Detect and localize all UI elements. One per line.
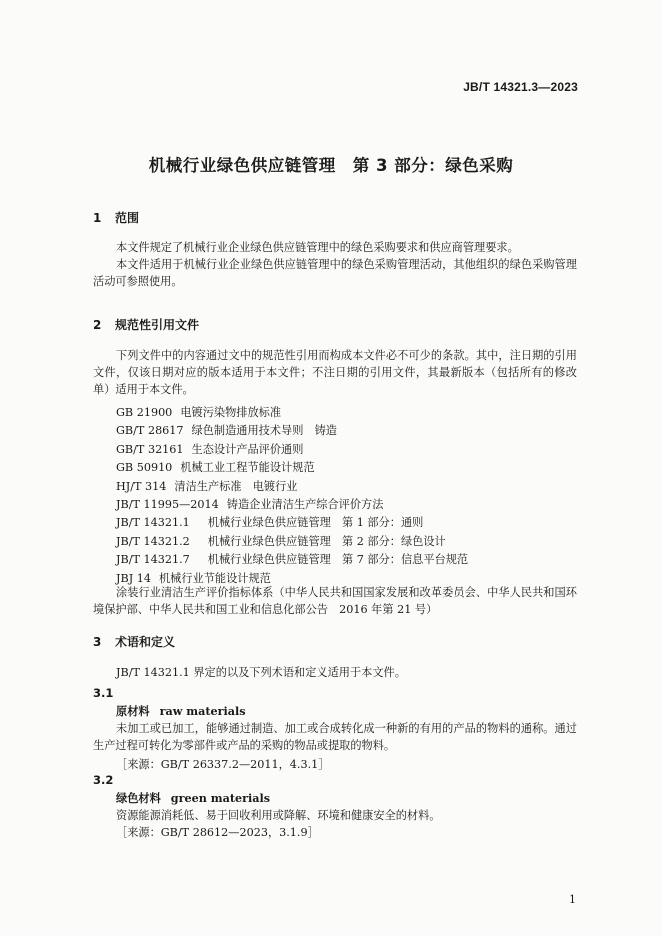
term-definition: 未加工或已加工，能够通过制造、加工或合成转化成一种新的有用的产品的物料的通称。通过生产过程可转化为零部件或产品的采购的物品或提取的物料。	[93, 722, 577, 752]
document-title: 机械行业绿色供应链管理 第 3 部分：绿色采购	[148, 156, 514, 175]
reference-code: JBJ 14	[116, 571, 151, 585]
terms-intro: JB/T 14321.1 界定的以及下列术语和定义适用于本文件。	[116, 666, 406, 679]
reference-title: 机械行业绿色供应链管理 第 1 部分：通则	[207, 516, 424, 530]
term-source: ［来源：GB/T 28612—2023，3.1.9］	[116, 826, 319, 839]
term-definition: 资源能源消耗低、易于回收利用或降解、环境和健康安全的材料。	[116, 809, 441, 822]
reference-title: 机械行业节能设计规范	[158, 571, 271, 585]
term-number: 3.2	[93, 773, 114, 787]
reference-code: JB/T 14321.1	[116, 516, 190, 530]
scope-paragraph-1: 本文件规定了机械行业企业绿色供应链管理中的绿色采购要求和供应商管理要求。	[116, 241, 519, 254]
page-number: 1	[569, 893, 576, 906]
reference-code: GB/T 32161	[116, 442, 184, 456]
reference-title: 电镀污染物排放标准	[180, 406, 282, 419]
list-item	[116, 496, 468, 514]
standard-number: JB/T 14321.3—2023	[463, 80, 578, 94]
term-english: raw materials	[159, 704, 246, 718]
reference-code: JB/T 14321.7	[116, 553, 190, 567]
list-item	[116, 551, 468, 569]
term-source: ［来源：GB/T 26337.2—2011，4.3.1］	[116, 758, 330, 771]
section-title: 规范性引用文件	[115, 318, 200, 332]
section-number: 2	[93, 318, 102, 332]
reference-code: HJ/T 314	[116, 479, 167, 493]
reference-title: 铸造企业清洁生产综合评价方法	[226, 498, 384, 512]
term-number: 3.1	[93, 686, 114, 700]
reference-code: JB/T 14321.2	[116, 534, 190, 548]
reference-code: GB 50910	[116, 461, 173, 475]
list-item	[116, 459, 468, 477]
reference-title: 机械工业工程节能设计规范	[180, 461, 315, 475]
section-title: 术语和定义	[115, 635, 176, 649]
reference-code: GB 21900	[116, 406, 173, 419]
section-number: 1	[93, 211, 102, 225]
list-item	[116, 533, 468, 551]
reference-code: JB/T 11995—2014	[116, 498, 219, 512]
section-3-heading	[93, 633, 175, 650]
term-english: green materials	[170, 791, 271, 805]
reference-list	[116, 404, 468, 588]
list-item	[116, 514, 468, 532]
cleaner-production-reference: 涂装行业清洁生产评价指标体系（中华人民共和国国家发展和改革委员会、中华人民共和国环境保护部、中华人民共和国工业和信息化部公告 2016 年第 21 号）	[93, 586, 577, 616]
reference-title: 绿色制造通用技术导则 铸造	[191, 424, 337, 438]
section-title: 范围	[115, 211, 140, 225]
reference-code: GB/T 28617	[116, 424, 184, 438]
term-chinese: 原材料	[116, 705, 150, 718]
section-number: 3	[93, 635, 102, 649]
reference-title: 清洁生产标准 电镀行业	[174, 479, 298, 493]
term-title	[116, 790, 270, 806]
section-1-heading	[93, 209, 139, 226]
normative-references-intro: 下列文件中的内容通过文中的规范性引用而构成本文件必不可少的条款。其中，注日期的引用文件，仅该日期对应的版本适用于本文件；不注日期的引用文件，其最新版本（包括所有的修改单）适用于本文件。	[93, 349, 577, 396]
reference-title: 机械行业绿色供应链管理 第 7 部分：信息平台规范	[207, 553, 469, 567]
list-item	[116, 441, 468, 459]
reference-title: 生态设计产品评价通则	[191, 442, 304, 456]
list-item	[116, 478, 468, 496]
list-item	[116, 404, 468, 422]
reference-title: 机械行业绿色供应链管理 第 2 部分：绿色设计	[207, 534, 446, 548]
section-2-heading	[93, 316, 199, 333]
term-title	[116, 703, 246, 719]
list-item	[116, 422, 468, 440]
scope-paragraph-2: 本文件适用于机械行业企业绿色供应链管理中的绿色采购管理活动，其他组织的绿色采购管理活动可参照使用。	[93, 258, 577, 288]
term-chinese: 绿色材料	[116, 792, 161, 805]
